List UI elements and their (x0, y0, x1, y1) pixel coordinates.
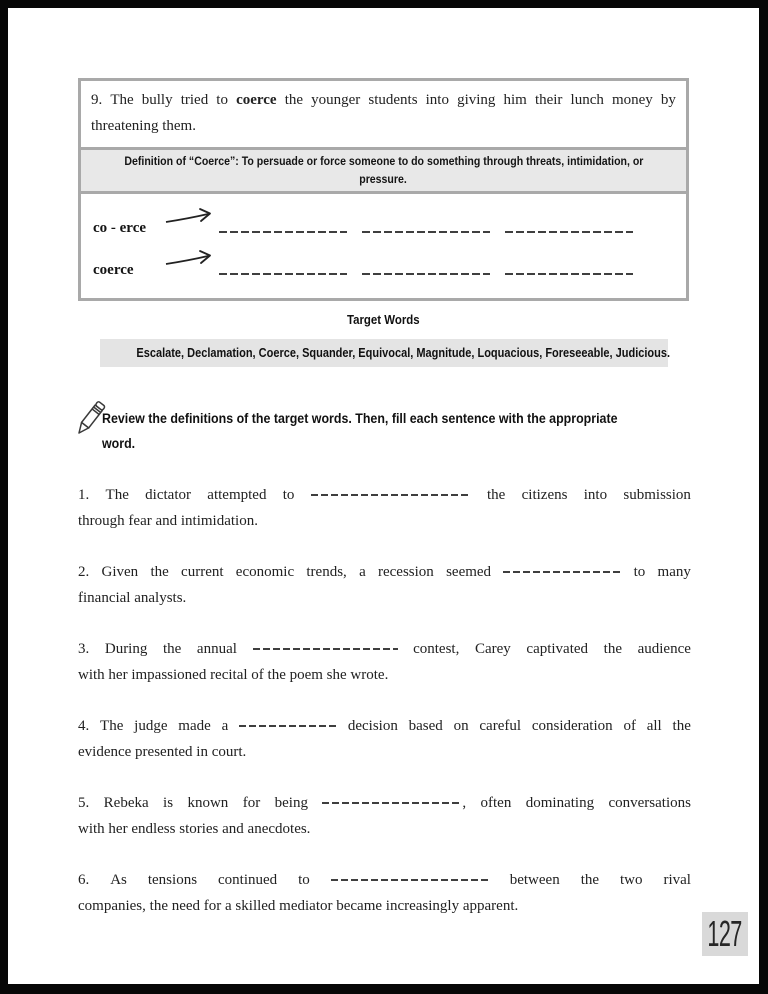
sentence-text: As (110, 872, 127, 888)
instruction-text (102, 406, 696, 456)
fill-in-blank (331, 879, 489, 881)
fill-in-blank (322, 802, 462, 804)
sentence-text: the (150, 564, 169, 580)
page-number: 127 (707, 913, 743, 954)
sentence-3 (78, 637, 691, 688)
sentence-line1 (78, 560, 691, 586)
sentence-text: coerce (236, 92, 277, 108)
target-words-title (8, 312, 759, 327)
sentence-line2: with her impassioned recital of the poem she wrote. (78, 666, 389, 683)
sentence-text: of (623, 718, 636, 734)
sentence-line1 (78, 637, 691, 663)
sentence-text: judge (134, 718, 168, 734)
syllable-row-word (93, 248, 674, 280)
sentence-text: Rebeka (103, 795, 149, 811)
sentence-text: to (282, 487, 295, 503)
sentence-line1 (78, 483, 691, 509)
fill-in-blank (311, 494, 471, 496)
sentences-section (78, 478, 691, 945)
sentence-text: into (583, 487, 608, 503)
sentence-text: The (110, 92, 134, 108)
sentence-text: attempted (207, 487, 267, 503)
sentence-text: 4. (78, 718, 90, 734)
sentence-text: captivated (526, 641, 589, 657)
sentence-text: tensions (147, 872, 198, 888)
syllable-word: coerce (93, 262, 134, 278)
sentence-text: audience (637, 641, 691, 657)
example-sentence-row (81, 81, 686, 147)
sentence-line1 (78, 714, 691, 740)
sentence-text: for (242, 795, 261, 811)
sentence-text: conversations (608, 795, 691, 811)
syllable-blank (505, 231, 633, 233)
sentence-text: a (359, 564, 366, 580)
sentence-text: giving (457, 92, 496, 108)
sentence-text: by (660, 92, 676, 108)
sentence-text: money (611, 92, 653, 108)
arrow-right-icon (165, 206, 217, 226)
sentence-text: decision (347, 718, 398, 734)
sentence-line2: with her endless stories and anecdotes. (78, 820, 311, 837)
sentence-text: economic (235, 564, 295, 580)
target-words-list-text: Escalate, Declamation, Coerce, Squander, Equivocal, Magnitude, Loquacious, Foreseeable, Judicious. (136, 346, 671, 360)
sentence-text: The (105, 487, 129, 503)
sentence-text: recession (378, 564, 434, 580)
sentence-text: many (657, 564, 691, 580)
example-sentence-line1 (91, 87, 676, 113)
instruction-line1: Review the definitions of the target words. Then, fill each sentence with the appropriate (102, 411, 618, 426)
sentence-text: into (425, 92, 449, 108)
fill-in-blank (503, 571, 621, 573)
sentence-text: on (453, 718, 469, 734)
arrow-right-icon (165, 248, 217, 268)
sentence-text: is (163, 795, 174, 811)
sentence-text: made (178, 718, 211, 734)
sentence-text: continued (218, 872, 278, 888)
example-sentence-line2: threatening them. (91, 118, 196, 134)
sentence-text: During (104, 641, 148, 657)
sentence-line1 (78, 791, 691, 817)
syllable-blank (219, 231, 347, 233)
sentence-text: two (619, 872, 643, 888)
sentence-text: The (100, 718, 124, 734)
syllable-blank (505, 273, 633, 275)
sentence-4 (78, 714, 691, 765)
worksheet-page (8, 8, 759, 984)
sentence-blank (331, 868, 489, 894)
definition-line2: pressure. (359, 171, 408, 186)
instruction-line2: word. (102, 436, 136, 451)
sentence-text: to (298, 872, 310, 888)
sentence-text: often (480, 795, 512, 811)
sentence-text: all (646, 718, 662, 734)
definition-row (81, 147, 686, 194)
sentence-text: being (274, 795, 308, 811)
sentence-blank: , (322, 791, 466, 817)
sentence-text: 3. (78, 641, 90, 657)
sentence-blank (311, 483, 471, 509)
sentence-text: trends, (306, 564, 347, 580)
sentence-blank (503, 560, 621, 586)
sentence-text: their (534, 92, 563, 108)
sentence-text: to (633, 564, 646, 580)
sentence-line1 (78, 868, 691, 894)
sentence-text: the (580, 872, 600, 888)
fill-in-blank (253, 648, 398, 650)
sentence-text: submission (623, 487, 691, 503)
instruction-block (78, 406, 696, 456)
sentence-text: annual (196, 641, 237, 657)
sentence-text: the (162, 641, 182, 657)
definition-line1: Definition of “Coerce”: To persuade or force someone to do something through threats, intimidation, or (123, 154, 644, 168)
sentence-text: him (503, 92, 527, 108)
sentence-text: citizens (521, 487, 568, 503)
sentence-text: consideration (531, 718, 613, 734)
sentence-text: between (509, 872, 560, 888)
sentence-6 (78, 868, 691, 919)
syllable-blanks (219, 231, 633, 238)
sentence-text: a (221, 718, 229, 734)
syllable-blank (219, 273, 347, 275)
sentence-text: current (181, 564, 224, 580)
sentence-text: dominating (525, 795, 595, 811)
sentence-text: 6. (78, 872, 90, 888)
syllable-blank (362, 273, 490, 275)
sentence-text: contest, (413, 641, 460, 657)
syllable-blanks (219, 273, 633, 280)
page-number-badge (702, 912, 748, 956)
sentence-text: the (603, 641, 622, 657)
sentence-text: 5. (78, 795, 90, 811)
sentence-1 (78, 483, 691, 534)
sentence-line2: financial analysts. (78, 589, 187, 606)
sentence-line2: evidence presented in court. (78, 743, 247, 760)
sentence-blank (253, 637, 398, 663)
target-words-list (100, 339, 671, 367)
fill-in-blank (239, 725, 337, 727)
sentence-text: the (487, 487, 506, 503)
sentence-text: based (408, 718, 443, 734)
syllable-section (81, 194, 686, 298)
syllable-blank (362, 231, 490, 233)
sentence-text: younger (311, 92, 361, 108)
sentence-line2: through fear and intimidation. (78, 512, 258, 529)
exercise-table (78, 78, 689, 301)
syllable-row-hyphenated (93, 206, 674, 238)
sentence-text: lunch (570, 92, 604, 108)
sentence-text: seemed (446, 564, 492, 580)
sentence-text: 2. (78, 564, 90, 580)
sentence-text: Given (101, 564, 139, 580)
sentence-2 (78, 560, 691, 611)
sentence-text: students (368, 92, 418, 108)
sentence-text: bully (141, 92, 173, 108)
sentence-text: tried (180, 92, 209, 108)
sentence-text: the (284, 92, 304, 108)
sentence-text: 1. (78, 487, 90, 503)
sentence-text: dictator (145, 487, 191, 503)
sentence-text: to (216, 92, 228, 108)
sentence-line2: companies, the need for a skilled mediator became increasingly apparent. (78, 897, 519, 914)
sentence-text: the (672, 718, 691, 734)
sentence-blank (239, 714, 337, 740)
sentence-text: Carey (474, 641, 511, 657)
sentence-text: careful (479, 718, 522, 734)
sentence-text: known (187, 795, 229, 811)
sentence-text: rival (663, 872, 691, 888)
sentence-text: 9. (91, 92, 103, 108)
sentence-5 (78, 791, 691, 842)
target-words-title-text: Target Words (347, 312, 420, 327)
syllable-word: co - erce (93, 220, 147, 236)
